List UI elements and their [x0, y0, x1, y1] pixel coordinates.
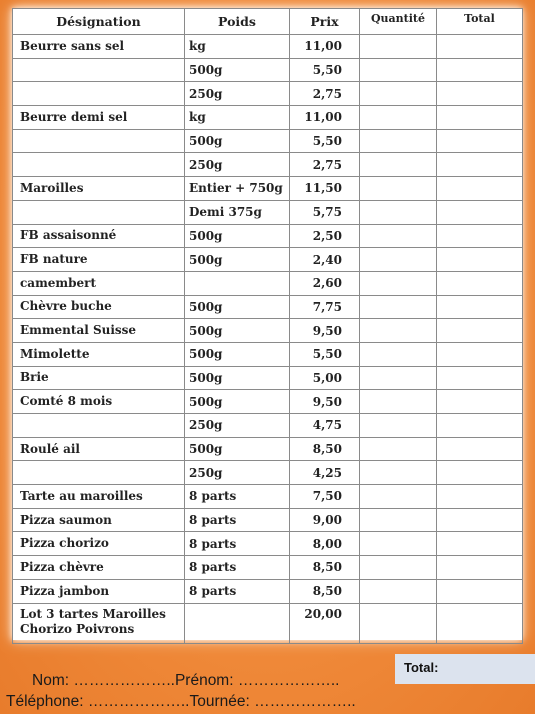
poids-cell: 500g — [185, 390, 290, 414]
total-cell — [437, 508, 523, 532]
table-row — [13, 532, 523, 556]
poids-cell: 8 parts — [185, 532, 290, 556]
table-row — [13, 271, 523, 295]
designation-text: Pizza jambon — [20, 583, 110, 598]
header-designation: Désignation — [13, 9, 185, 35]
poids-cell: 500g — [185, 437, 290, 461]
table-header-row — [13, 9, 523, 35]
table-row — [13, 248, 523, 272]
total-cell — [437, 248, 523, 272]
designation-text: Pizza chorizo — [20, 536, 109, 551]
quantite-cell[interactable] — [360, 532, 437, 556]
table-row — [13, 366, 523, 390]
total-cell — [437, 295, 523, 319]
total-cell — [437, 271, 523, 295]
total-box — [395, 654, 535, 684]
total-cell — [437, 603, 523, 643]
total-cell — [437, 200, 523, 224]
prix-cell: 2,75 — [290, 153, 360, 177]
table-row — [13, 82, 523, 106]
designation-cell — [13, 58, 185, 82]
table-row — [13, 224, 523, 248]
table-row — [13, 129, 523, 153]
prix-cell: 11,50 — [290, 177, 360, 201]
poids-cell: 500g — [185, 224, 290, 248]
designation-cell — [13, 556, 185, 580]
table-row — [13, 556, 523, 580]
quantite-cell[interactable] — [360, 129, 437, 153]
prix-cell: 5,50 — [290, 342, 360, 366]
designation-cell — [13, 271, 185, 295]
order-form-sheet — [12, 8, 522, 640]
designation-cell — [13, 35, 185, 59]
total-cell — [437, 129, 523, 153]
prix-cell: 9,50 — [290, 319, 360, 343]
quantite-cell[interactable] — [360, 106, 437, 130]
designation-cell — [13, 485, 185, 509]
prix-cell: 2,60 — [290, 271, 360, 295]
poids-cell: 8 parts — [185, 556, 290, 580]
poids-cell: kg — [185, 106, 290, 130]
name-line: Nom: ………………..Prénom: ……………….. — [32, 672, 340, 689]
designation-text: FB nature — [20, 252, 88, 267]
price-table — [12, 8, 523, 644]
total-cell — [437, 35, 523, 59]
prix-cell: 7,50 — [290, 485, 360, 509]
header-quantite: Quantité — [360, 9, 437, 35]
table-row — [13, 437, 523, 461]
quantite-cell[interactable] — [360, 200, 437, 224]
prix-cell: 7,75 — [290, 295, 360, 319]
total-cell — [437, 177, 523, 201]
designation-text: Chèvre buche — [20, 299, 112, 314]
prix-cell: 5,00 — [290, 366, 360, 390]
designation-cell — [13, 177, 185, 201]
total-cell — [437, 58, 523, 82]
poids-cell: 500g — [185, 342, 290, 366]
poids-cell: 500g — [185, 366, 290, 390]
total-cell — [437, 532, 523, 556]
total-cell — [437, 461, 523, 485]
quantite-cell[interactable] — [360, 177, 437, 201]
designation-cell — [13, 461, 185, 485]
poids-cell: 8 parts — [185, 579, 290, 603]
prix-cell: 2,75 — [290, 82, 360, 106]
designation-cell — [13, 508, 185, 532]
poids-cell: 250g — [185, 414, 290, 438]
prix-cell: 5,75 — [290, 200, 360, 224]
designation-cell — [13, 579, 185, 603]
quantite-cell[interactable] — [360, 366, 437, 390]
quantite-cell[interactable] — [360, 82, 437, 106]
prix-cell: 9,50 — [290, 390, 360, 414]
poids-cell: 8 parts — [185, 508, 290, 532]
designation-text: Brie — [20, 370, 49, 385]
designation-cell — [13, 295, 185, 319]
designation-text: Beurre sans sel — [20, 38, 125, 53]
total-cell — [437, 390, 523, 414]
quantite-cell[interactable] — [360, 485, 437, 509]
quantite-cell[interactable] — [360, 35, 437, 59]
designation-cell — [13, 603, 185, 643]
poids-cell: kg — [185, 35, 290, 59]
prix-cell: 11,00 — [290, 106, 360, 130]
designation-cell — [13, 414, 185, 438]
table-row — [13, 177, 523, 201]
table-row — [13, 485, 523, 509]
designation-cell — [13, 532, 185, 556]
designation-text: camembert — [20, 275, 97, 290]
table-row — [13, 106, 523, 130]
total-cell — [437, 556, 523, 580]
total-cell — [437, 414, 523, 438]
poids-cell: 500g — [185, 319, 290, 343]
designation-cell — [13, 437, 185, 461]
designation-text: Pizza chèvre — [20, 559, 104, 574]
designation-text: Roulé ail — [20, 441, 80, 456]
designation-text: FB assaisonné — [20, 228, 117, 243]
designation-cell — [13, 248, 185, 272]
total-cell — [437, 82, 523, 106]
quantite-cell[interactable] — [360, 437, 437, 461]
table-row — [13, 342, 523, 366]
total-cell — [437, 437, 523, 461]
table-row — [13, 295, 523, 319]
poids-cell: 500g — [185, 248, 290, 272]
poids-cell: 250g — [185, 461, 290, 485]
designation-cell — [13, 153, 185, 177]
prix-cell: 5,50 — [290, 58, 360, 82]
table-row — [13, 58, 523, 82]
total-cell — [437, 224, 523, 248]
designation-text: Mimolette — [20, 346, 90, 361]
quantite-cell[interactable] — [360, 58, 437, 82]
poids-cell — [185, 603, 290, 643]
designation-cell — [13, 200, 185, 224]
designation-cell — [13, 390, 185, 414]
poids-cell: 8 parts — [185, 485, 290, 509]
prix-cell: 2,50 — [290, 224, 360, 248]
table-body — [13, 35, 523, 644]
quantite-cell[interactable] — [360, 390, 437, 414]
total-label: Total: — [404, 660, 439, 675]
quantite-cell[interactable] — [360, 153, 437, 177]
header-total: Total — [437, 9, 523, 35]
prix-cell: 8,50 — [290, 556, 360, 580]
poids-cell: 250g — [185, 153, 290, 177]
designation-text: Pizza saumon — [20, 512, 112, 527]
prix-cell: 8,50 — [290, 437, 360, 461]
table-row — [13, 461, 523, 485]
quantite-cell[interactable] — [360, 248, 437, 272]
prix-cell: 8,50 — [290, 579, 360, 603]
total-cell — [437, 485, 523, 509]
designation-text: Lot 3 tartes Maroilles Chorizo Poivrons — [20, 606, 166, 636]
table-row — [13, 200, 523, 224]
table-row — [13, 35, 523, 59]
quantite-cell[interactable] — [360, 319, 437, 343]
designation-cell — [13, 224, 185, 248]
designation-text: Comté 8 mois — [20, 394, 113, 409]
designation-cell — [13, 82, 185, 106]
prix-cell: 4,25 — [290, 461, 360, 485]
poids-cell: 500g — [185, 129, 290, 153]
poids-cell: Demi 375g — [185, 200, 290, 224]
designation-text: Maroilles — [20, 180, 84, 195]
total-cell — [437, 319, 523, 343]
designation-text: Emmental Suisse — [20, 323, 137, 338]
quantite-cell[interactable] — [360, 461, 437, 485]
table-row — [13, 319, 523, 343]
designation-cell — [13, 319, 185, 343]
table-row — [13, 603, 523, 643]
table-row — [13, 390, 523, 414]
total-cell — [437, 106, 523, 130]
poids-cell: 500g — [185, 295, 290, 319]
header-poids: Poids — [185, 9, 290, 35]
designation-text: Beurre demi sel — [20, 109, 128, 124]
designation-cell — [13, 342, 185, 366]
table-row — [13, 414, 523, 438]
poids-cell: Entier + 750g — [185, 177, 290, 201]
total-cell — [437, 153, 523, 177]
quantite-cell[interactable] — [360, 556, 437, 580]
quantite-cell[interactable] — [360, 271, 437, 295]
total-cell — [437, 366, 523, 390]
prix-cell: 5,50 — [290, 129, 360, 153]
designation-text: Tarte au maroilles — [20, 488, 143, 503]
prix-cell: 20,00 — [290, 603, 360, 643]
quantite-cell[interactable] — [360, 224, 437, 248]
table-row — [13, 153, 523, 177]
prix-cell: 2,40 — [290, 248, 360, 272]
designation-cell — [13, 129, 185, 153]
prix-cell: 4,75 — [290, 414, 360, 438]
poids-cell — [185, 271, 290, 295]
designation-cell — [13, 366, 185, 390]
designation-cell — [13, 106, 185, 130]
prix-cell: 11,00 — [290, 35, 360, 59]
prix-cell: 9,00 — [290, 508, 360, 532]
table-row — [13, 579, 523, 603]
header-prix: Prix — [290, 9, 360, 35]
table-row — [13, 508, 523, 532]
poids-cell: 250g — [185, 82, 290, 106]
quantite-cell[interactable] — [360, 508, 437, 532]
quantite-cell[interactable] — [360, 342, 437, 366]
total-cell — [437, 342, 523, 366]
quantite-cell[interactable] — [360, 295, 437, 319]
prix-cell: 8,00 — [290, 532, 360, 556]
quantite-cell[interactable] — [360, 579, 437, 603]
quantite-cell[interactable] — [360, 603, 437, 643]
quantite-cell[interactable] — [360, 414, 437, 438]
total-cell — [437, 579, 523, 603]
poids-cell: 500g — [185, 58, 290, 82]
phone-line: Téléphone: ………………..Tournée: ……………….. — [6, 693, 356, 710]
